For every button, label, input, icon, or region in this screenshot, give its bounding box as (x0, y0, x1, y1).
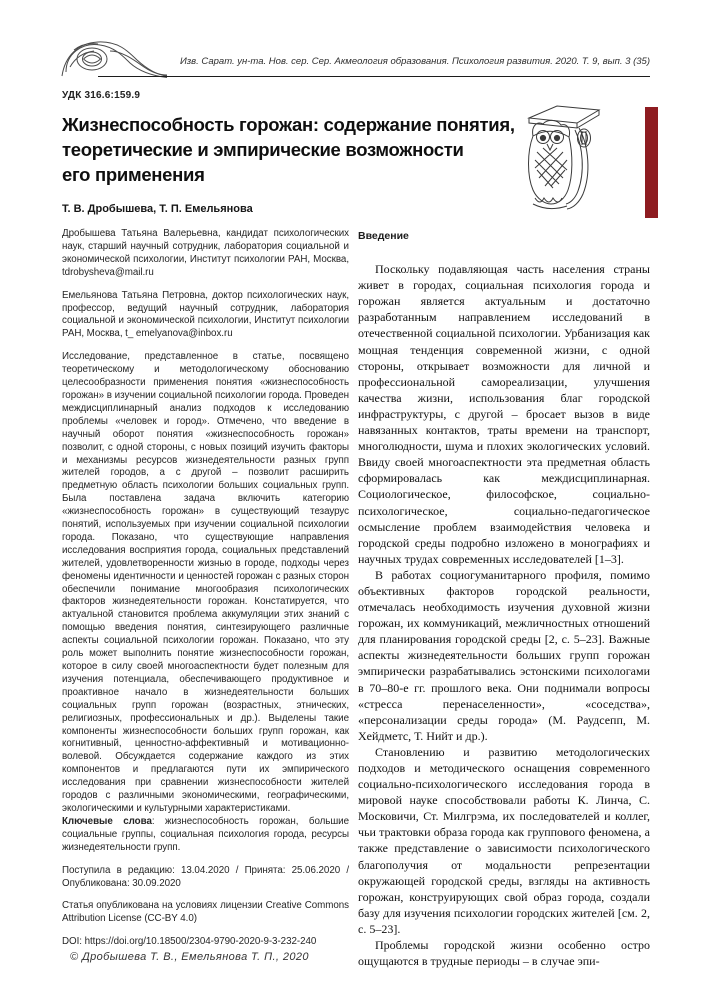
udc-label: УДК 316.6:159.9 (62, 90, 141, 101)
ornament-flourish-icon (60, 38, 168, 80)
article-title-line-3: его применения (62, 164, 205, 185)
owl-logo-icon (523, 102, 603, 216)
license-note: Статья опубликована на условиях лицензии Creative Commons Attribution License (CC-BY 4.0) (62, 900, 349, 925)
keywords-text: : жизнеспособность горожан, большие социальные группы, социальная психология города, ресурсы жизнедеятельности групп. (62, 815, 349, 853)
issue-accent-bar (645, 107, 658, 218)
intro-paragraph-1: Поскольку подавляющая часть населения страны живет в городах, социальная психология города и горожан является актуальным и достаточно разработанным направлением исследований в отечественной социальной психологии. Урбанизация как мощная тенденция современной жизни, с одной стороны, открывает возможности для личной и профессиональной самореализации, улучшения качества жизни, использования благ городской инфраструктуры, с другой – бросает вызов в виде навязанных контактов, траты времени на транспорт, многолюдности, шума и плохих экологических условий. Ввиду своей многоаспектности эта предметная область сформировалась как междисциплинарная. Социологическое, философское, социально-психологическое, социально-педагогическое осмысление проблем взаимодействия человека и городской среды подробно изложено в монографиях и научных трудах современных исследователей [1–3]. (358, 262, 650, 566)
right-column (358, 228, 650, 969)
affiliation-author-2: Емельянова Татьяна Петровна, доктор психологических наук, профессор, ведущий научный сотрудник, лаборатория социальной и экономической психологии, Институт психологии РАН, Москва, t_ emelyanova@inbox.ru (62, 289, 349, 340)
article-title (62, 112, 515, 187)
intro-paragraph-3: Становлению и развитию методологических подходов и методического оснащения современного социально-психологического исследования города в мировой науке способствовали работы К. Линча, С. Московичи, Ст. Милгрэма, их последователей и коллег, чьи трактовки образа города как группового феномена, а также представление о зависимости психологического благополучия от модальности репрезентации окружающей городской среды, взгляды на активность горожан, конструирующих свой образ города, создали базу для изучения психологии городских жителей [см. 2, с. 5–23]. (358, 744, 650, 936)
intro-paragraph-2: В работах социогуманитарного профиля, помимо объективных факторов городской реальности, отмечалась необходимость изучения духовной жизни горожан, их коммуникаций, межличностных отношений для планирования городской среды [2, с. 5–23]. Важные аспекты жизнедеятельности больших групп горожан эмпирически разрабатывались эстонскими психологами в 70–80-е гг. прошлого века. Они поднимали вопросы «стресса перенаселенности», «соседства», «персонализации среды города» (М. Раудсепп, М. Хейдметс, Т. Нийт и др.). (358, 567, 650, 743)
authors-line: Т. В. Дробышева, Т. П. Емельянова (62, 203, 253, 215)
header-rule (98, 76, 650, 77)
affiliation-author-1: Дробышева Татьяна Валерьевна, кандидат психологических наук, старший научный сотрудник, лаборатория социальной и экономической психологии, Институт психологии РАН, Москва, tdrobysheva@mail.ru (62, 228, 349, 278)
article-title-line-2: теоретические и эмпирические возможности (62, 139, 464, 160)
keywords (62, 816, 349, 855)
copyright-line: © Дробышева Т. В., Емельянова Т. П., 2020 (70, 951, 309, 963)
article-title-line-1: Жизнеспособность горожан: содержание понятия, (62, 114, 515, 135)
doi-link[interactable]: DOI: https://doi.org/10.18500/2304-9790-2020-9-3-232-240 (62, 936, 317, 948)
intro-heading: Введение (358, 230, 409, 242)
journal-issue-line: Изв. Сарат. ун-та. Нов. сер. Сер. Акмеология образования. Психология развития. 2020. Т. 9, вып. 3 (35) (179, 56, 650, 67)
left-column (62, 228, 349, 949)
received-dates: Поступила в редакцию: 13.04.2020 / Принята: 25.06.2020 / Опубликована: 30.09.2020 (62, 864, 349, 889)
abstract-text: Исследование, представленное в статье, посвящено теоретическому и методологическому обоснованию целесообразности применения понятия «жизнеспособность горожан» в изучении социальной психологии города. Проведен междисциплинарный анализ подходов к исследованию проблемы «человек и город». Отмечено, что введение в научный оборот понятия «жизнеспособность горожан» позволит, с одной стороны, с новых позиций изучить факторы и механизмы ресурсов жизнедеятельности разных групп жителей городов, а с другой – позволит расширить предметную область психологии больших социальных групп. Была поставлена задача включить категорию «жизнеспособность горожан» в существующий тезаурус понятий, используемых при изучении социальной психологии города. Показано, что существующие направления исследования восприятия города, социальных представлений жителей, удовлетворенности жизнью в городе, подходы через феномены идентичности и ценностей горожан с разных сторон обеспечили понимание многообразия психологических факторов жизнедеятельности горожан. Констатируется, что актуальной становится проблема аккумуляции этих знаний с помощью введения понятия, синтезирующего различные аспекты социальной психологии горожан. Показано, что эту роль может выполнить понятие жизнеспособности горожан, которое в силу своей многоаспектности будет полезным для изучения потенциала, обеспечивающего продуктивное и проактивное начало в жизнедеятельности больших социальных групп горожан (возрастных, этнических, религиозных, профессиональных и др.). Выделены такие компоненты жизнеспособности больших групп горожан, как когнитивный, ценностно-аффективный и мотивационно-волевой. Обсуждается содержание каждого из этих компонентов и предлагаются пути их эмпирического исследования при сравнении жизнеспособности жителей городов с различными экономическими, географическими, экологическими и культурными характеристиками. (62, 351, 349, 814)
keywords-label: Ключевые слова (62, 815, 152, 827)
intro-paragraph-4: Проблемы городской жизни особенно остро ощущаются в трудные периоды – в случае эпи- (358, 938, 650, 969)
